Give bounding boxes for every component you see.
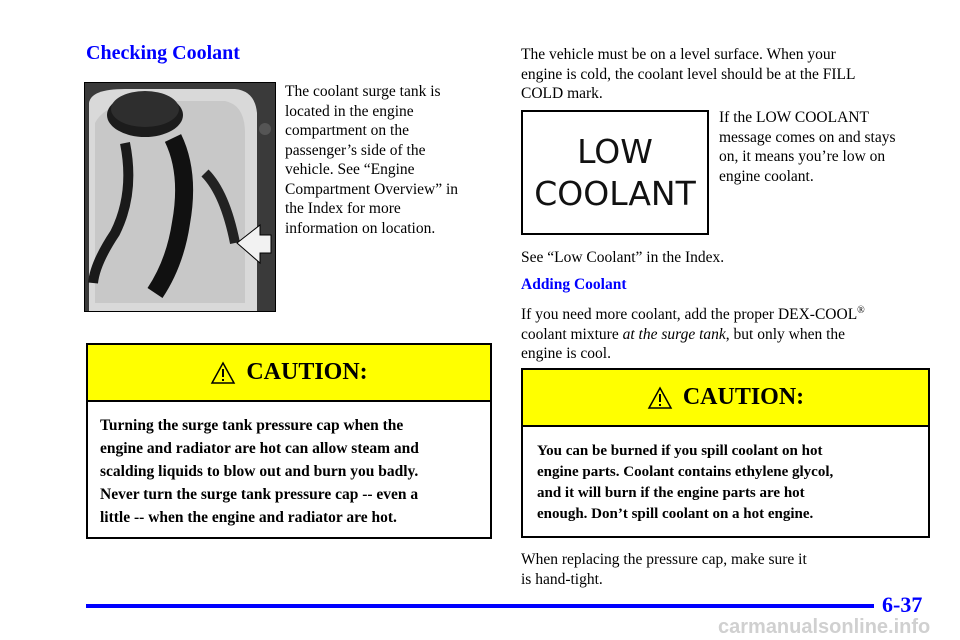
text-run: , but only when the — [725, 325, 846, 343]
coolant-surge-tank-photo — [84, 82, 276, 312]
paragraph-line: The vehicle must be on a level surface. When your — [521, 46, 836, 63]
paragraph-line: engine is cold, the coolant level should be at the FILL — [521, 65, 856, 83]
intro-line: Compartment Overview” in — [285, 180, 459, 198]
paragraph-line: When replacing the pressure cap, make sure it — [521, 551, 807, 568]
paragraph-line: COLD mark. — [521, 85, 603, 102]
caution-body — [523, 427, 928, 525]
caution-body — [88, 402, 490, 529]
caution-box-left — [86, 343, 492, 539]
intro-line: located in the engine — [285, 102, 414, 120]
caution-line: scalding liquids to blow out and burn you badly. — [100, 463, 419, 480]
warning-triangle-icon — [647, 386, 673, 410]
paragraph-line — [521, 325, 865, 345]
caution-line: little -- when the engine and radiator are hot. — [100, 509, 397, 526]
paragraph-line: is hand-tight. — [521, 570, 603, 588]
watermark: carmanualsonline.info — [718, 616, 931, 638]
display-line: LOW — [577, 131, 653, 171]
dexcool-text: If you need more coolant, add the proper DEX-COOL — [521, 306, 858, 324]
caution-header — [88, 345, 490, 402]
intro-line: the Index for more — [285, 200, 401, 217]
intro-line: information on location. — [285, 219, 436, 237]
level-surface-paragraph — [521, 45, 855, 104]
low-coolant-display — [521, 110, 709, 235]
caution-line: Never turn the surge tank pressure cap -- even a — [100, 486, 419, 503]
intro-line: The coolant surge tank is — [285, 83, 441, 100]
caution-title: CAUTION: — [682, 384, 805, 410]
display-line: COOLANT — [534, 173, 696, 213]
low-coolant-paragraph — [719, 108, 896, 186]
caution-line: Turning the surge tank pressure cap when the — [100, 417, 404, 434]
caution-title: CAUTION: — [246, 359, 368, 385]
warning-triangle-icon — [210, 361, 236, 385]
intro-line: passenger’s side of the — [285, 141, 426, 159]
page-heading: Checking Coolant — [86, 42, 240, 64]
registered-mark: ® — [857, 305, 865, 316]
adding-coolant-paragraph — [521, 301, 865, 364]
adding-coolant-subheading: Adding Coolant — [521, 276, 627, 293]
paragraph-line: If the LOW COOLANT — [719, 109, 869, 126]
pressure-cap-paragraph — [521, 550, 807, 589]
see-index-text: See “Low Coolant” in the Index. — [521, 249, 725, 266]
footer-rule — [86, 604, 874, 608]
paragraph-line: message comes on and stays — [719, 128, 896, 146]
caution-line: enough. Don’t spill coolant on a hot engine. — [537, 506, 814, 522]
text-run: coolant mixture — [521, 325, 623, 343]
caution-line: engine parts. Coolant contains ethylene glycol, — [537, 464, 834, 480]
caution-line: You can be burned if you spill coolant on hot — [537, 443, 823, 459]
caution-line: and it will burn if the engine parts are hot — [537, 485, 805, 501]
caution-header — [523, 370, 928, 427]
paragraph-line: on, it means you’re low on — [719, 148, 886, 165]
intro-paragraph — [285, 82, 458, 238]
caution-line: engine and radiator are hot can allow steam and — [100, 440, 419, 457]
paragraph-line: engine is cool. — [521, 345, 611, 363]
page-number: 6-37 — [882, 592, 923, 617]
intro-line: vehicle. See “Engine — [285, 161, 415, 178]
paragraph-line: engine coolant. — [719, 167, 814, 185]
emphasis-text: at the surge tank — [622, 325, 726, 343]
paragraph-line — [521, 301, 865, 325]
caution-box-right — [521, 368, 930, 538]
intro-line: compartment on the — [285, 122, 409, 139]
